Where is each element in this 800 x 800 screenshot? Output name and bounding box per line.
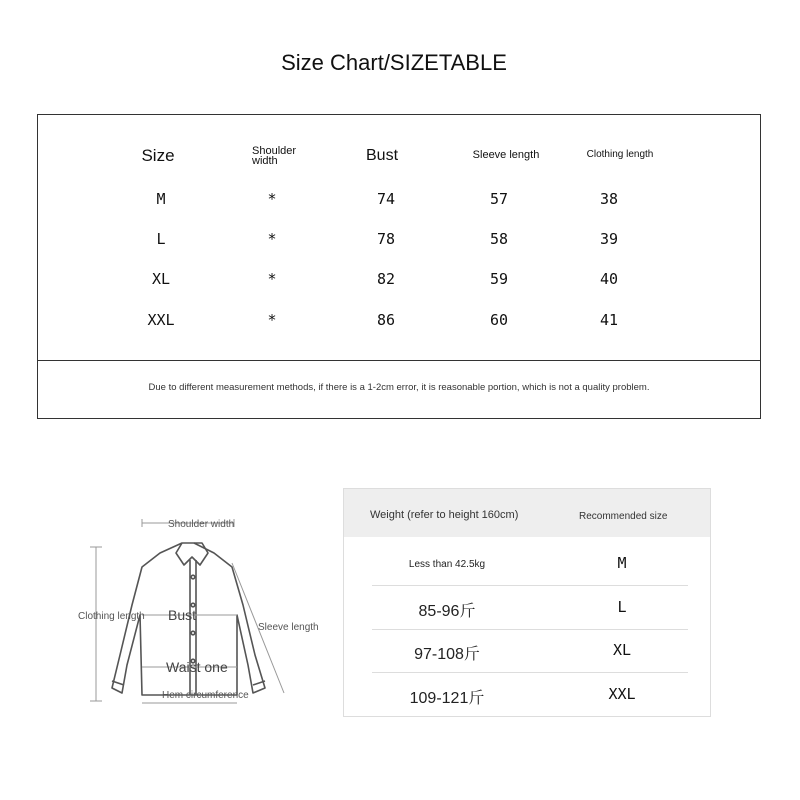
header-bust: Bust [365,147,399,164]
row-weight: 97-108斤 [414,646,480,663]
recommended-header [344,489,710,537]
row-m-clothing: 38 [599,190,619,208]
row-l-size: L [156,230,166,248]
header-sleeve: Sleeve length [472,149,540,161]
row-weight: 109-121斤 [409,690,485,707]
measurement-note: Due to different measurement methods, if there is a 1-2cm error, it is reasonable portion, which is not a quality problem. [148,382,650,393]
row-xxl-size: XXL [147,311,175,329]
table-row [372,629,688,673]
row-xl-sleeve: 59 [489,270,509,288]
row-size: M [617,554,627,572]
row-weight: Less than 42.5kg [408,559,486,570]
recommended-size-table [343,488,711,717]
row-size: XXL [608,685,636,703]
row-l-shoulder: * [267,230,277,248]
header-weight: Weight (refer to height 160cm) [370,509,519,521]
row-size: XL [612,641,632,659]
diagram-sleeve-label: Sleeve length [258,622,319,633]
table-row [372,673,688,717]
garment-diagram [72,505,337,720]
row-m-sleeve: 57 [489,190,509,208]
size-table [37,114,761,419]
header-size: Size [141,146,175,165]
row-l-bust: 78 [376,230,396,248]
row-xxl-sleeve: 60 [489,311,509,329]
row-size: L [617,598,627,616]
row-m-shoulder: * [267,190,277,208]
diagram-bust-label: Bust [168,607,197,623]
row-xl-clothing: 40 [599,270,619,288]
table-row [372,586,688,630]
page-title: Size Chart/SIZETABLE [281,50,507,75]
row-xxl-clothing: 41 [599,311,619,329]
table-row [372,542,688,586]
row-xl-shoulder: * [267,270,277,288]
header-shoulder: Shoulder width [252,145,297,167]
row-l-clothing: 39 [599,230,619,248]
row-xxl-bust: 86 [376,311,396,329]
row-xl-bust: 82 [376,270,396,288]
header-recommended-size: Recommended size [579,511,668,522]
row-xl-size: XL [151,270,171,288]
row-m-size: M [156,190,166,208]
row-l-sleeve: 58 [489,230,509,248]
table-divider [38,360,760,361]
row-xxl-shoulder: * [267,311,277,329]
diagram-waist-label: Waist one [166,659,228,675]
diagram-hem-label: Hem circumference [162,690,249,701]
row-weight: 85-96斤 [418,603,476,620]
diagram-shoulder-label: Shoulder width [168,519,235,530]
diagram-clothing-label: Clothing length [78,611,145,622]
header-clothing: Clothing length [586,149,654,160]
row-m-bust: 74 [376,190,396,208]
